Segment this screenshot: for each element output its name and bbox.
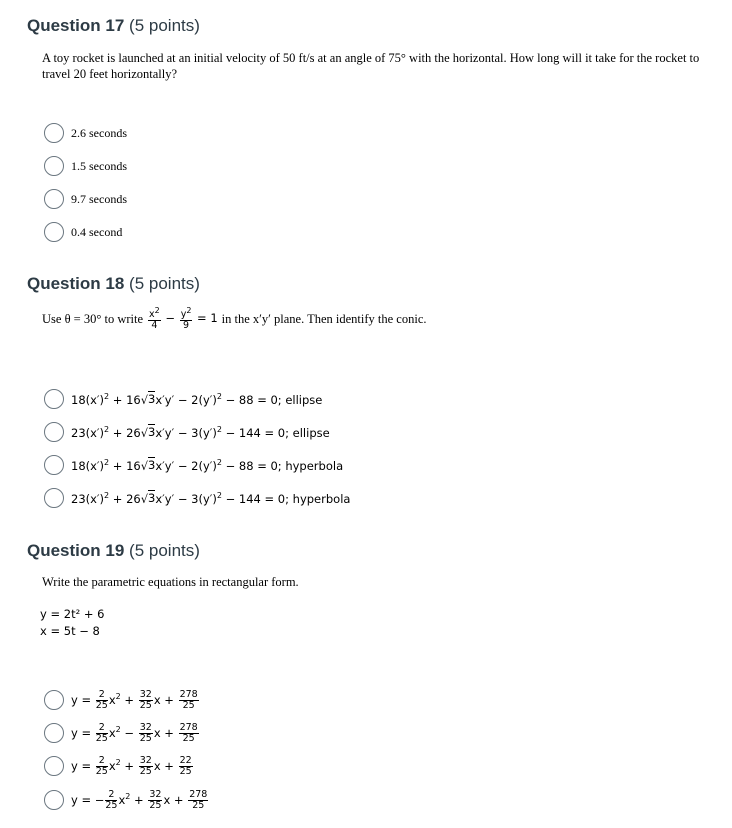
option-label: y = $\frac{2}{25}$ $x^2$ + $\frac{32}{25}$ x + $\frac{22}{25}$ [71, 754, 192, 777]
option-label: y = $\frac{2}{25}$ $x^2$ − $\frac{32}{25}$ x + $\frac{278}{25}$ [71, 721, 198, 744]
question-title: Question 17 [27, 16, 125, 35]
question-title: Question 18 [27, 274, 125, 293]
radio-button[interactable] [44, 422, 64, 442]
q18-option-2[interactable] [44, 420, 330, 444]
option-label: $23(x')^2 + 26√3x'y' - 3(y')^2 - 144 = 0$; ellipse [71, 424, 330, 440]
prompt-text-end: in the x′y′ plane. Then identify the conic. [221, 311, 427, 326]
radio-button[interactable] [44, 189, 64, 209]
q18-option-1[interactable] [44, 387, 322, 411]
option-label: $18(x')^2 + 16√3x'y' - 2(y')^2 - 88 = 0$; hyperbola [71, 457, 344, 473]
radio-button[interactable] [44, 389, 64, 409]
radio-button[interactable] [44, 222, 64, 242]
radio-button[interactable] [44, 488, 64, 508]
option-label: y = − $\frac{2}{25}$ $x^2$ + $\frac{32}{25}$ x + $\frac{278}{25}$ [71, 788, 208, 811]
question-19-header [27, 541, 200, 561]
question-18-header [27, 274, 200, 294]
q17-option-1[interactable] [44, 121, 127, 145]
option-label: 0.4 second [71, 224, 123, 239]
question-17-header [27, 16, 200, 36]
question-title: Question 19 [27, 541, 125, 560]
option-label: 1.5 seconds [71, 158, 127, 173]
option-label: 9.7 seconds [71, 191, 127, 206]
question-17-prompt: A toy rocket is launched at an initial velocity of 50 ft/s at an angle of 75° with the horizontal. How long will it take for the rocket to travel 20 feet horizontally? [42, 51, 700, 81]
q17-option-4[interactable] [44, 220, 122, 244]
question-19-prompt: Write the parametric equations in rectangular form. [42, 575, 299, 589]
q17-option-3[interactable] [44, 187, 127, 211]
q17-option-2[interactable] [44, 154, 127, 178]
radio-button[interactable] [44, 790, 64, 810]
q19-option-2[interactable] [44, 721, 200, 745]
question-points: (5 points) [129, 16, 200, 35]
question-points: (5 points) [129, 541, 200, 560]
option-label: 2.6 seconds [71, 125, 127, 140]
q18-option-3[interactable] [44, 453, 343, 477]
q19-option-3[interactable] [44, 754, 194, 778]
question-points: (5 points) [129, 274, 200, 293]
option-label: $18(x')^2 + 16√3x'y' - 2(y')^2 - 88 = 0$; ellipse [71, 391, 323, 407]
q19-option-4[interactable] [44, 788, 209, 812]
parametric-equation-y: y = 2t² + 6 [40, 607, 105, 621]
radio-button[interactable] [44, 455, 64, 475]
radio-button[interactable] [44, 156, 64, 176]
q18-option-4[interactable] [44, 486, 350, 510]
radio-button[interactable] [44, 756, 64, 776]
radio-button[interactable] [44, 690, 64, 710]
question-18-prompt [42, 306, 702, 331]
parametric-equation-x: x = 5t − 8 [40, 624, 100, 638]
radio-button[interactable] [44, 723, 64, 743]
radio-button[interactable] [44, 123, 64, 143]
option-label: y = $\frac{2}{25}$ $x^2$ + $\frac{32}{25}$ x + $\frac{278}{25}$ [71, 688, 198, 711]
conic-equation: $\frac{x^2}{4}$ − $\frac{y^2}{9}$ = 1 [149, 306, 218, 332]
option-label: $23(x')^2 + 26√3x'y' - 3(y')^2 - 144 = 0$; hyperbola [71, 490, 351, 506]
q19-option-1[interactable] [44, 688, 200, 712]
prompt-text-start: Use θ = 30° to write [42, 311, 144, 326]
